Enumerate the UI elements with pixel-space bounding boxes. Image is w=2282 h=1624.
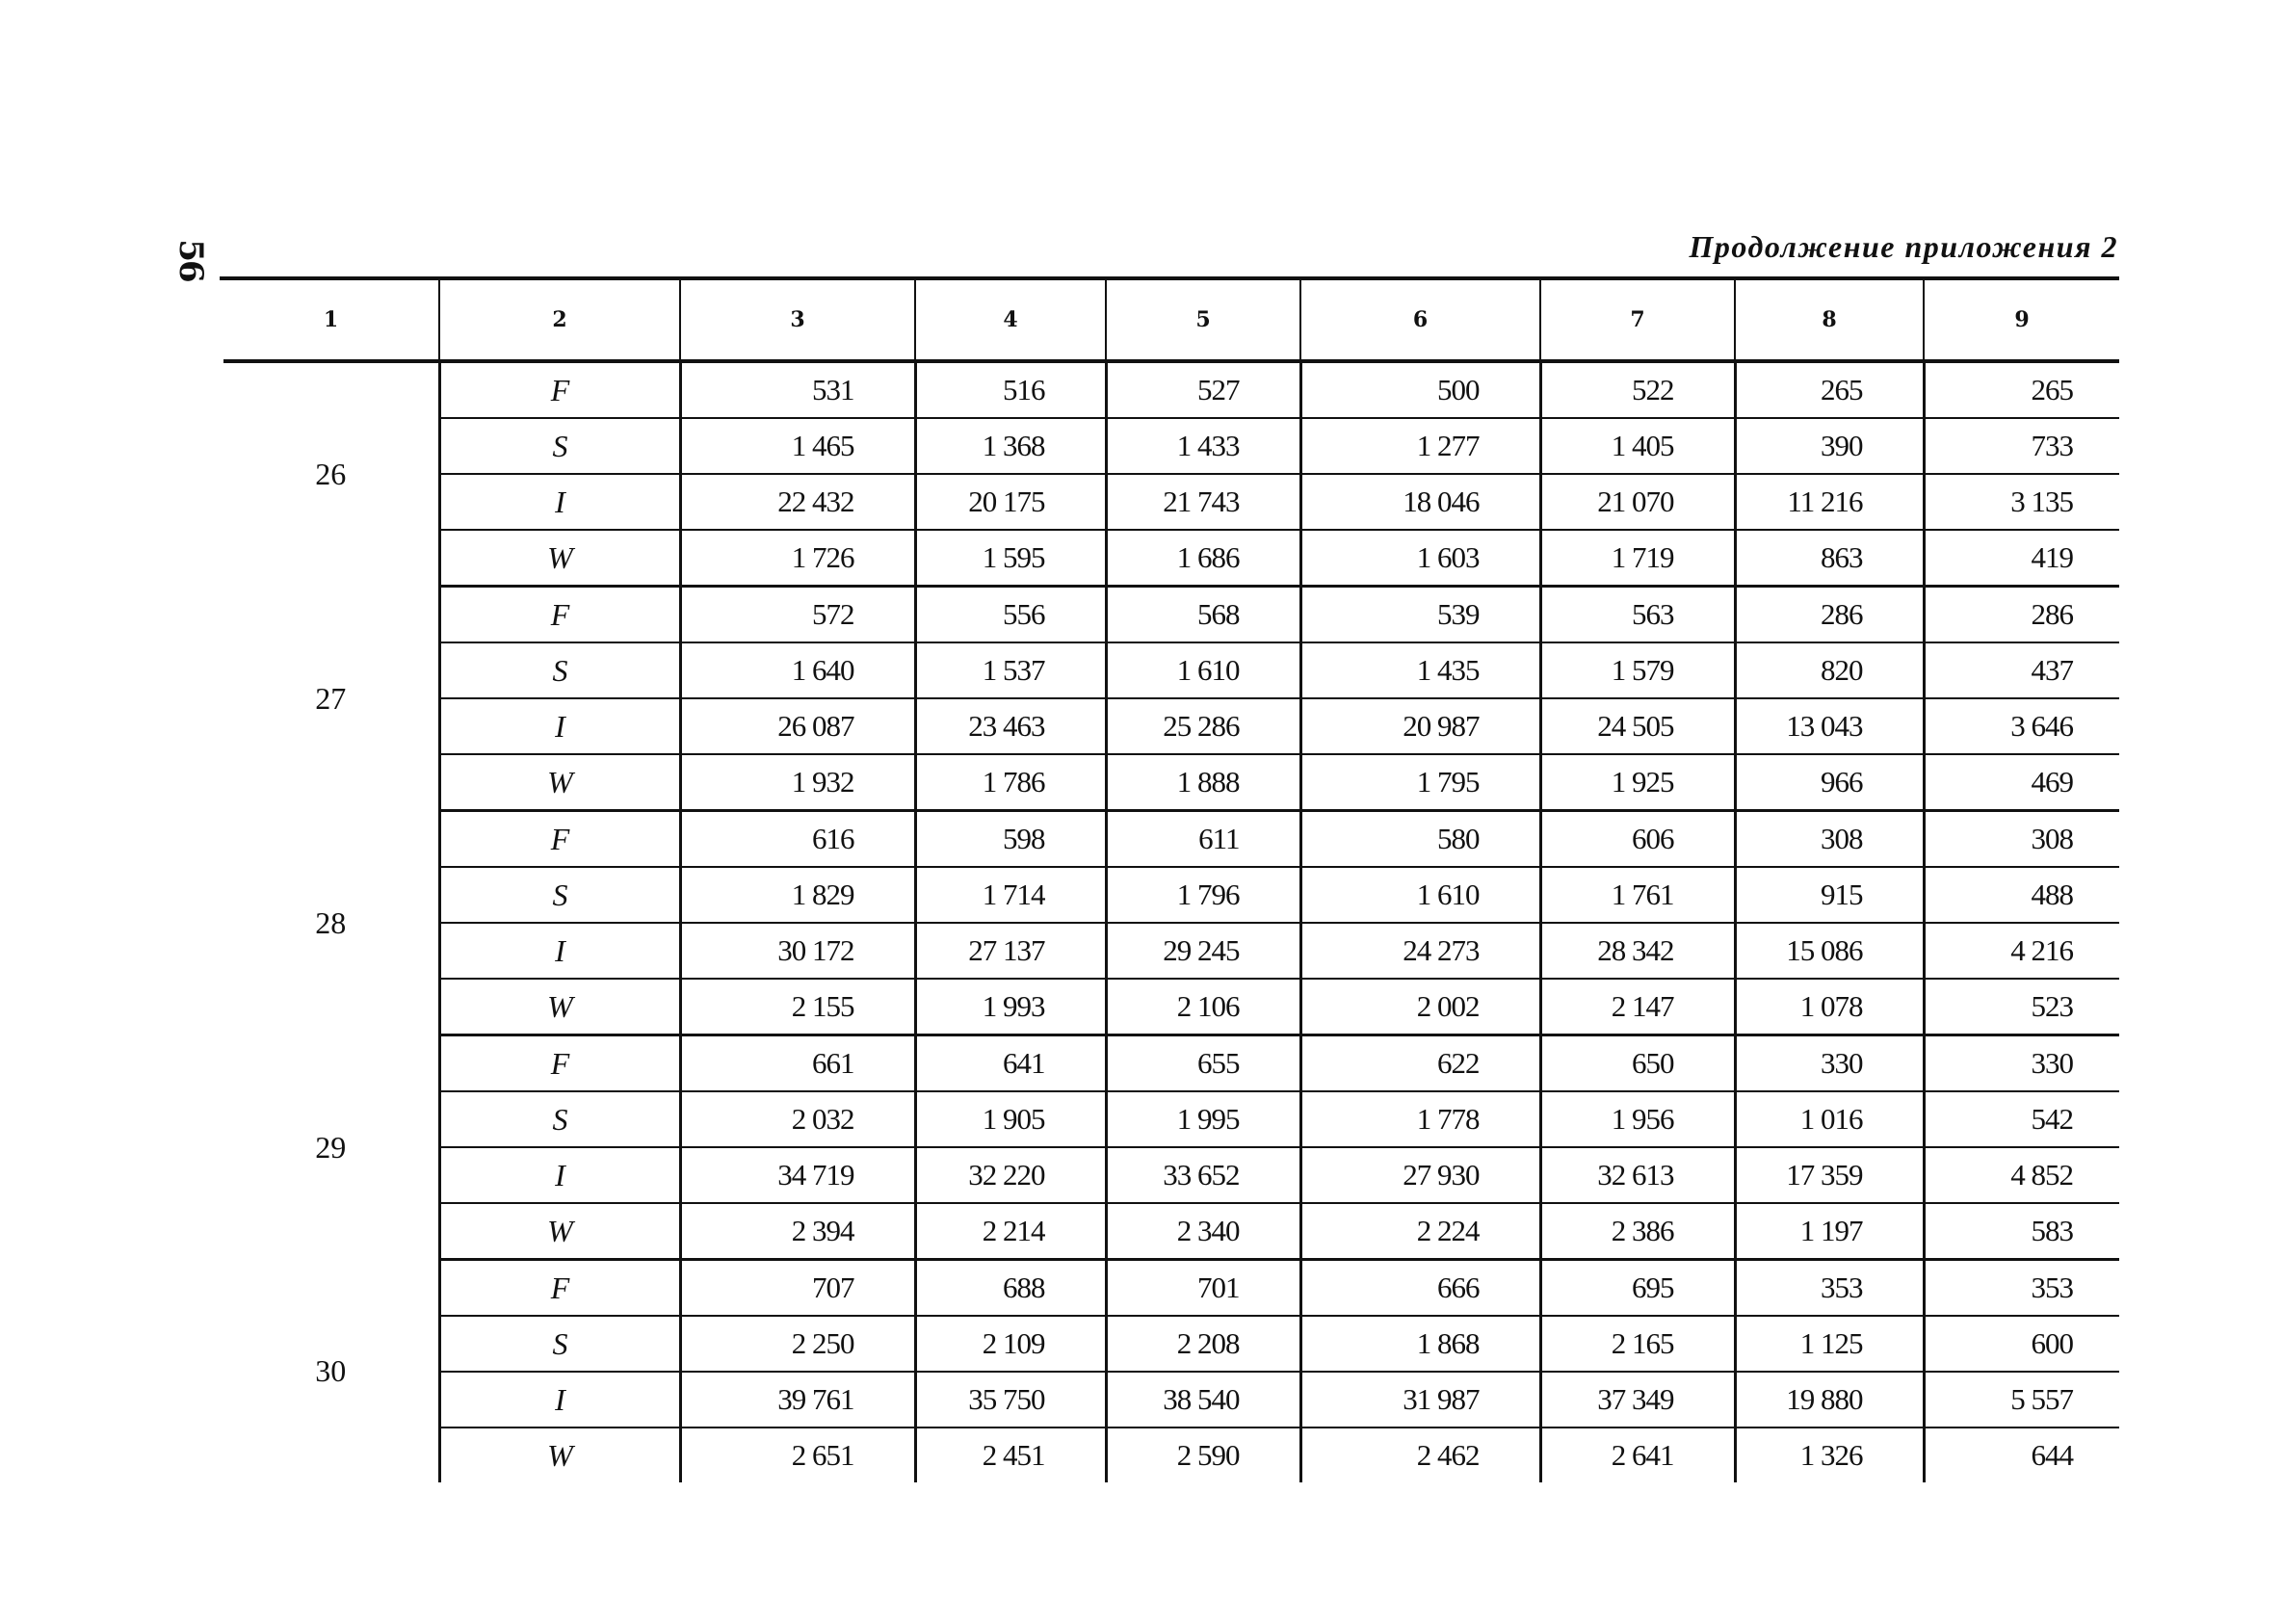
table-row (223, 1316, 2119, 1372)
value-cell: 2 394 (680, 1203, 915, 1260)
value-cell: 1 719 (1540, 530, 1735, 587)
value-cell: 2 224 (1300, 1203, 1540, 1260)
value-cell: 1 868 (1300, 1316, 1540, 1372)
value-cell: 616 (680, 811, 915, 868)
table-row (223, 1428, 2119, 1482)
table-row (223, 754, 2119, 811)
column-header: 7 (1540, 280, 1735, 361)
value-cell: 1 932 (680, 754, 915, 811)
table-row (223, 811, 2119, 868)
value-cell: 820 (1735, 642, 1924, 698)
value-cell: 265 (1924, 361, 2119, 418)
symbol-cell: F (439, 587, 680, 643)
group-id-cell: 28 (315, 904, 347, 940)
symbol-cell: S (439, 1316, 680, 1372)
column-header: 5 (1106, 280, 1300, 361)
value-cell: 1 786 (915, 754, 1106, 811)
value-cell: 25 286 (1106, 698, 1300, 754)
table-row (223, 1203, 2119, 1260)
value-cell: 1 016 (1735, 1091, 1924, 1147)
value-cell: 330 (1924, 1035, 2119, 1092)
value-cell: 500 (1300, 361, 1540, 418)
value-cell: 2 340 (1106, 1203, 1300, 1260)
value-cell: 1 435 (1300, 642, 1540, 698)
value-cell: 2 165 (1540, 1316, 1735, 1372)
symbol-cell: I (439, 1147, 680, 1203)
value-cell: 568 (1106, 587, 1300, 643)
value-cell: 650 (1540, 1035, 1735, 1092)
table-row (223, 979, 2119, 1035)
value-cell: 21 070 (1540, 474, 1735, 530)
column-header: 2 (439, 280, 680, 361)
value-cell: 39 761 (680, 1372, 915, 1428)
value-cell: 31 987 (1300, 1372, 1540, 1428)
value-cell: 661 (680, 1035, 915, 1092)
value-cell: 265 (1735, 361, 1924, 418)
value-cell: 3 135 (1924, 474, 2119, 530)
value-cell: 2 147 (1540, 979, 1735, 1035)
value-cell: 1 905 (915, 1091, 1106, 1147)
column-header: 8 (1735, 280, 1924, 361)
value-cell: 2 651 (680, 1428, 915, 1482)
value-cell: 598 (915, 811, 1106, 868)
value-cell: 1 795 (1300, 754, 1540, 811)
value-cell: 611 (1106, 811, 1300, 868)
value-cell: 2 250 (680, 1316, 915, 1372)
value-cell: 580 (1300, 811, 1540, 868)
value-cell: 24 273 (1300, 923, 1540, 979)
value-cell: 3 646 (1924, 698, 2119, 754)
value-cell: 1 686 (1106, 530, 1300, 587)
value-cell: 863 (1735, 530, 1924, 587)
value-cell: 390 (1735, 418, 1924, 474)
value-cell: 330 (1735, 1035, 1924, 1092)
value-cell: 308 (1735, 811, 1924, 868)
value-cell: 1 579 (1540, 642, 1735, 698)
value-cell: 563 (1540, 587, 1735, 643)
symbol-cell: W (439, 530, 680, 587)
table-row (223, 418, 2119, 474)
value-cell: 2 214 (915, 1203, 1106, 1260)
value-cell: 1 640 (680, 642, 915, 698)
value-cell: 353 (1924, 1260, 2119, 1317)
table-row (223, 867, 2119, 923)
value-cell: 286 (1924, 587, 2119, 643)
value-cell: 2 002 (1300, 979, 1540, 1035)
value-cell: 1 465 (680, 418, 915, 474)
symbol-cell: S (439, 867, 680, 923)
column-header: 1 (223, 280, 439, 361)
value-cell: 2 386 (1540, 1203, 1735, 1260)
value-cell: 583 (1924, 1203, 2119, 1260)
column-header: 9 (1924, 280, 2119, 361)
symbol-cell: S (439, 1091, 680, 1147)
value-cell: 523 (1924, 979, 2119, 1035)
value-cell: 20 175 (915, 474, 1106, 530)
value-cell: 353 (1735, 1260, 1924, 1317)
page-number: 56 (171, 239, 210, 281)
symbol-cell: W (439, 979, 680, 1035)
value-cell: 2 106 (1106, 979, 1300, 1035)
value-cell: 4 216 (1924, 923, 2119, 979)
value-cell: 2 109 (915, 1316, 1106, 1372)
value-cell: 27 137 (915, 923, 1106, 979)
value-cell: 1 405 (1540, 418, 1735, 474)
value-cell: 13 043 (1735, 698, 1924, 754)
value-cell: 542 (1924, 1091, 2119, 1147)
value-cell: 556 (915, 587, 1106, 643)
value-cell: 600 (1924, 1316, 2119, 1372)
value-cell: 655 (1106, 1035, 1300, 1092)
table-body (223, 280, 2119, 1482)
symbol-cell: F (439, 811, 680, 868)
value-cell: 488 (1924, 867, 2119, 923)
value-cell: 24 505 (1540, 698, 1735, 754)
value-cell: 572 (680, 587, 915, 643)
value-cell: 1 829 (680, 867, 915, 923)
value-cell: 1 197 (1735, 1203, 1924, 1260)
value-cell: 1 368 (915, 418, 1106, 474)
value-cell: 2 590 (1106, 1428, 1300, 1482)
value-cell: 4 852 (1924, 1147, 2119, 1203)
value-cell: 1 888 (1106, 754, 1300, 811)
value-cell: 2 451 (915, 1428, 1106, 1482)
value-cell: 527 (1106, 361, 1300, 418)
value-cell: 1 603 (1300, 530, 1540, 587)
value-cell: 688 (915, 1260, 1106, 1317)
symbol-cell: F (439, 361, 680, 418)
table-row (223, 1372, 2119, 1428)
symbol-cell: F (439, 1260, 680, 1317)
value-cell: 38 540 (1106, 1372, 1300, 1428)
value-cell: 28 342 (1540, 923, 1735, 979)
value-cell: 606 (1540, 811, 1735, 868)
value-cell: 27 930 (1300, 1147, 1540, 1203)
value-cell: 733 (1924, 418, 2119, 474)
value-cell: 32 613 (1540, 1147, 1735, 1203)
value-cell: 641 (915, 1035, 1106, 1092)
value-cell: 30 172 (680, 923, 915, 979)
value-cell: 644 (1924, 1428, 2119, 1482)
table-row (223, 1035, 2119, 1092)
value-cell: 18 046 (1300, 474, 1540, 530)
symbol-cell: I (439, 698, 680, 754)
value-cell: 516 (915, 361, 1106, 418)
value-cell: 5 557 (1924, 1372, 2119, 1428)
table-row (223, 361, 2119, 418)
value-cell: 531 (680, 361, 915, 418)
value-cell: 17 359 (1735, 1147, 1924, 1203)
group-id-cell: 29 (315, 1129, 347, 1165)
table-row (223, 698, 2119, 754)
value-cell: 2 208 (1106, 1316, 1300, 1372)
group-id-cell: 27 (315, 680, 347, 716)
table-row (223, 530, 2119, 587)
value-cell: 1 956 (1540, 1091, 1735, 1147)
value-cell: 915 (1735, 867, 1924, 923)
value-cell: 26 087 (680, 698, 915, 754)
value-cell: 2 032 (680, 1091, 915, 1147)
group-id-cell: 26 (315, 457, 347, 492)
value-cell: 1 595 (915, 530, 1106, 587)
symbol-cell: I (439, 1372, 680, 1428)
value-cell: 2 462 (1300, 1428, 1540, 1482)
data-table (223, 280, 2119, 1482)
column-header: 3 (680, 280, 915, 361)
value-cell: 1 714 (915, 867, 1106, 923)
value-cell: 1 925 (1540, 754, 1735, 811)
value-cell: 419 (1924, 530, 2119, 587)
table-row (223, 474, 2119, 530)
value-cell: 1 433 (1106, 418, 1300, 474)
value-cell: 22 432 (680, 474, 915, 530)
value-cell: 1 726 (680, 530, 915, 587)
value-cell: 1 277 (1300, 418, 1540, 474)
table-row (223, 587, 2119, 643)
value-cell: 32 220 (915, 1147, 1106, 1203)
column-header: 4 (915, 280, 1106, 361)
value-cell: 707 (680, 1260, 915, 1317)
value-cell: 666 (1300, 1260, 1540, 1317)
value-cell: 29 245 (1106, 923, 1300, 979)
value-cell: 23 463 (915, 698, 1106, 754)
value-cell: 15 086 (1735, 923, 1924, 979)
value-cell: 701 (1106, 1260, 1300, 1317)
value-cell: 20 987 (1300, 698, 1540, 754)
value-cell: 19 880 (1735, 1372, 1924, 1428)
value-cell: 1 796 (1106, 867, 1300, 923)
value-cell: 1 537 (915, 642, 1106, 698)
table-row (223, 1147, 2119, 1203)
value-cell: 2 641 (1540, 1428, 1735, 1482)
value-cell: 695 (1540, 1260, 1735, 1317)
value-cell: 1 761 (1540, 867, 1735, 923)
value-cell: 1 993 (915, 979, 1106, 1035)
table-row (223, 1091, 2119, 1147)
column-header: 6 (1300, 280, 1540, 361)
value-cell: 1 078 (1735, 979, 1924, 1035)
value-cell: 966 (1735, 754, 1924, 811)
symbol-cell: F (439, 1035, 680, 1092)
value-cell: 1 995 (1106, 1091, 1300, 1147)
symbol-cell: W (439, 754, 680, 811)
value-cell: 286 (1735, 587, 1924, 643)
value-cell: 37 349 (1540, 1372, 1735, 1428)
value-cell: 33 652 (1106, 1147, 1300, 1203)
value-cell: 11 216 (1735, 474, 1924, 530)
value-cell: 539 (1300, 587, 1540, 643)
symbol-cell: W (439, 1428, 680, 1482)
table-row (223, 642, 2119, 698)
value-cell: 2 155 (680, 979, 915, 1035)
symbol-cell: I (439, 923, 680, 979)
value-cell: 34 719 (680, 1147, 915, 1203)
value-cell: 1 610 (1300, 867, 1540, 923)
value-cell: 1 610 (1106, 642, 1300, 698)
group-id-cell: 30 (315, 1352, 347, 1388)
value-cell: 469 (1924, 754, 2119, 811)
symbol-cell: S (439, 418, 680, 474)
value-cell: 1 326 (1735, 1428, 1924, 1482)
symbol-cell: I (439, 474, 680, 530)
table-row (223, 1260, 2119, 1317)
value-cell: 1 778 (1300, 1091, 1540, 1147)
value-cell: 522 (1540, 361, 1735, 418)
header-row (223, 280, 2119, 361)
value-cell: 622 (1300, 1035, 1540, 1092)
symbol-cell: W (439, 1203, 680, 1260)
value-cell: 308 (1924, 811, 2119, 868)
value-cell: 1 125 (1735, 1316, 1924, 1372)
value-cell: 35 750 (915, 1372, 1106, 1428)
table-row (223, 923, 2119, 979)
value-cell: 21 743 (1106, 474, 1300, 530)
symbol-cell: S (439, 642, 680, 698)
page-caption: Продолжение приложения 2 (1689, 229, 2118, 264)
value-cell: 437 (1924, 642, 2119, 698)
